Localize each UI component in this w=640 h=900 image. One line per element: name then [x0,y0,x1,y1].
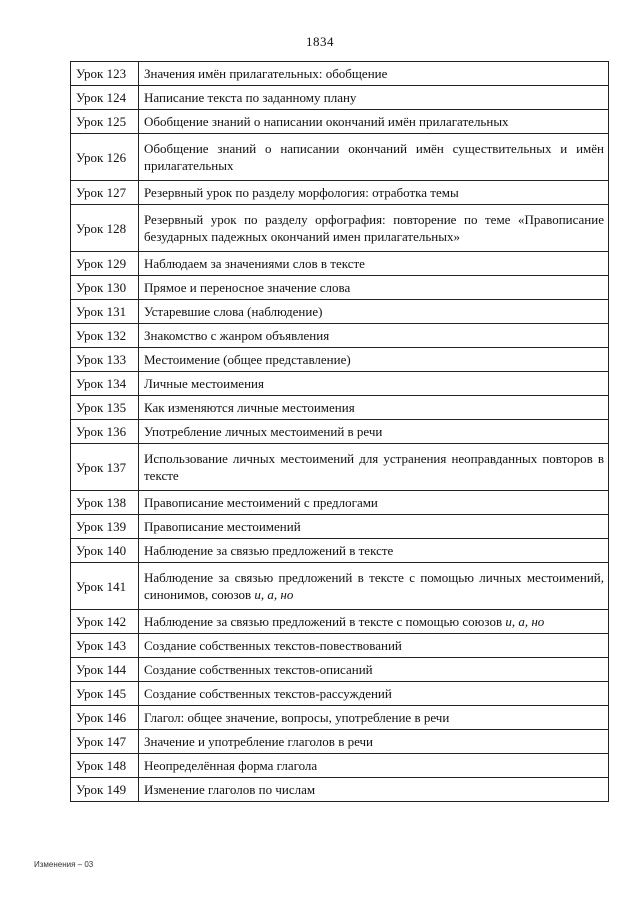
lesson-topic: Как изменяются личные местоимения [139,396,609,420]
lesson-number: Урок 128 [71,205,139,252]
table-row [71,610,609,634]
lesson-number: Урок 138 [71,491,139,515]
lesson-topic: Обобщение знаний о написании окончаний имён прилагательных [139,110,609,134]
lesson-number: Урок 135 [71,396,139,420]
lesson-topic-conjunctions: и, а, но [254,587,294,602]
lesson-topic-text: Наблюдение за связью предложений в тексте с помощью союзов [144,614,506,629]
table-row [71,682,609,706]
lesson-number: Урок 147 [71,730,139,754]
lesson-topic-text: Наблюдение за связью предложений в тексте с помощью личных местоимений, синонимов, союзов [144,570,604,602]
table-row [71,348,609,372]
lesson-number: Урок 124 [71,86,139,110]
lesson-topic: Использование личных местоимений для устранения неоправданных повторов в тексте [139,444,609,491]
footer-revision-note: Изменения – 03 [34,860,94,869]
lesson-topic: Значения имён прилагательных: обобщение [139,62,609,86]
table-row [71,86,609,110]
lesson-topic: Резервный урок по разделу морфология: отработка темы [139,181,609,205]
lesson-number: Урок 143 [71,634,139,658]
lesson-number: Урок 140 [71,539,139,563]
table-row [71,706,609,730]
table-row [71,563,609,610]
lesson-topic: Устаревшие слова (наблюдение) [139,300,609,324]
lesson-topic: Наблюдаем за значениями слов в тексте [139,252,609,276]
table-row [71,205,609,252]
table-row [71,181,609,205]
lesson-number: Урок 136 [71,420,139,444]
table-row [71,110,609,134]
table-row [71,778,609,802]
lesson-number: Урок 149 [71,778,139,802]
lesson-number: Урок 132 [71,324,139,348]
table-row [71,420,609,444]
lesson-topic: Изменение глаголов по числам [139,778,609,802]
lesson-topic: Знакомство с жанром объявления [139,324,609,348]
table-row [71,515,609,539]
lesson-topic: Глагол: общее значение, вопросы, употребление в речи [139,706,609,730]
lesson-topic: Создание собственных текстов-рассуждений [139,682,609,706]
lesson-topic: Написание текста по заданному плану [139,86,609,110]
lesson-number: Урок 146 [71,706,139,730]
lesson-number: Урок 123 [71,62,139,86]
lesson-number: Урок 131 [71,300,139,324]
lesson-topic: Наблюдение за связью предложений в тексте [139,539,609,563]
lesson-number: Урок 129 [71,252,139,276]
page-number: 1834 [306,34,334,49]
lesson-topic: Употребление личных местоимений в речи [139,420,609,444]
lesson-topic: Создание собственных текстов-описаний [139,658,609,682]
lesson-number: Урок 148 [71,754,139,778]
table-row [71,444,609,491]
lesson-number: Урок 127 [71,181,139,205]
lesson-topic: Правописание местоимений с предлогами [139,491,609,515]
lesson-topic: Местоимение (общее представление) [139,348,609,372]
lesson-topic: Личные местоимения [139,372,609,396]
lesson-number: Урок 141 [71,563,139,610]
lesson-topic [139,610,609,634]
lesson-topic [139,563,609,610]
lesson-number: Урок 137 [71,444,139,491]
lesson-topic: Создание собственных текстов-повествований [139,634,609,658]
table-row [71,134,609,181]
lesson-topic: Обобщение знаний о написании окончаний имён существительных и имён прилагательных [139,134,609,181]
table-row [71,300,609,324]
table-row [71,730,609,754]
lesson-topic: Неопределённая форма глагола [139,754,609,778]
lesson-number: Урок 142 [71,610,139,634]
lesson-topic: Правописание местоимений [139,515,609,539]
lessons-table [70,61,609,802]
table-row [71,372,609,396]
table-row [71,634,609,658]
lesson-topic: Значение и употребление глаголов в речи [139,730,609,754]
table-row [71,62,609,86]
table-row [71,324,609,348]
table-row [71,276,609,300]
table-row [71,539,609,563]
table-row [71,658,609,682]
table-row [71,491,609,515]
lesson-number: Урок 133 [71,348,139,372]
lesson-topic-conjunctions: и, а, но [505,614,545,629]
lesson-number: Урок 144 [71,658,139,682]
table-row [71,396,609,420]
lesson-topic: Прямое и переносное значение слова [139,276,609,300]
lesson-number: Урок 125 [71,110,139,134]
lesson-number: Урок 145 [71,682,139,706]
lesson-topic: Резервный урок по разделу орфография: повторение по теме «Правописание безударных падежных окончаний имен прилагательных» [139,205,609,252]
table-row [71,252,609,276]
table-row [71,754,609,778]
lesson-number: Урок 126 [71,134,139,181]
lesson-number: Урок 134 [71,372,139,396]
lesson-number: Урок 130 [71,276,139,300]
lesson-number: Урок 139 [71,515,139,539]
